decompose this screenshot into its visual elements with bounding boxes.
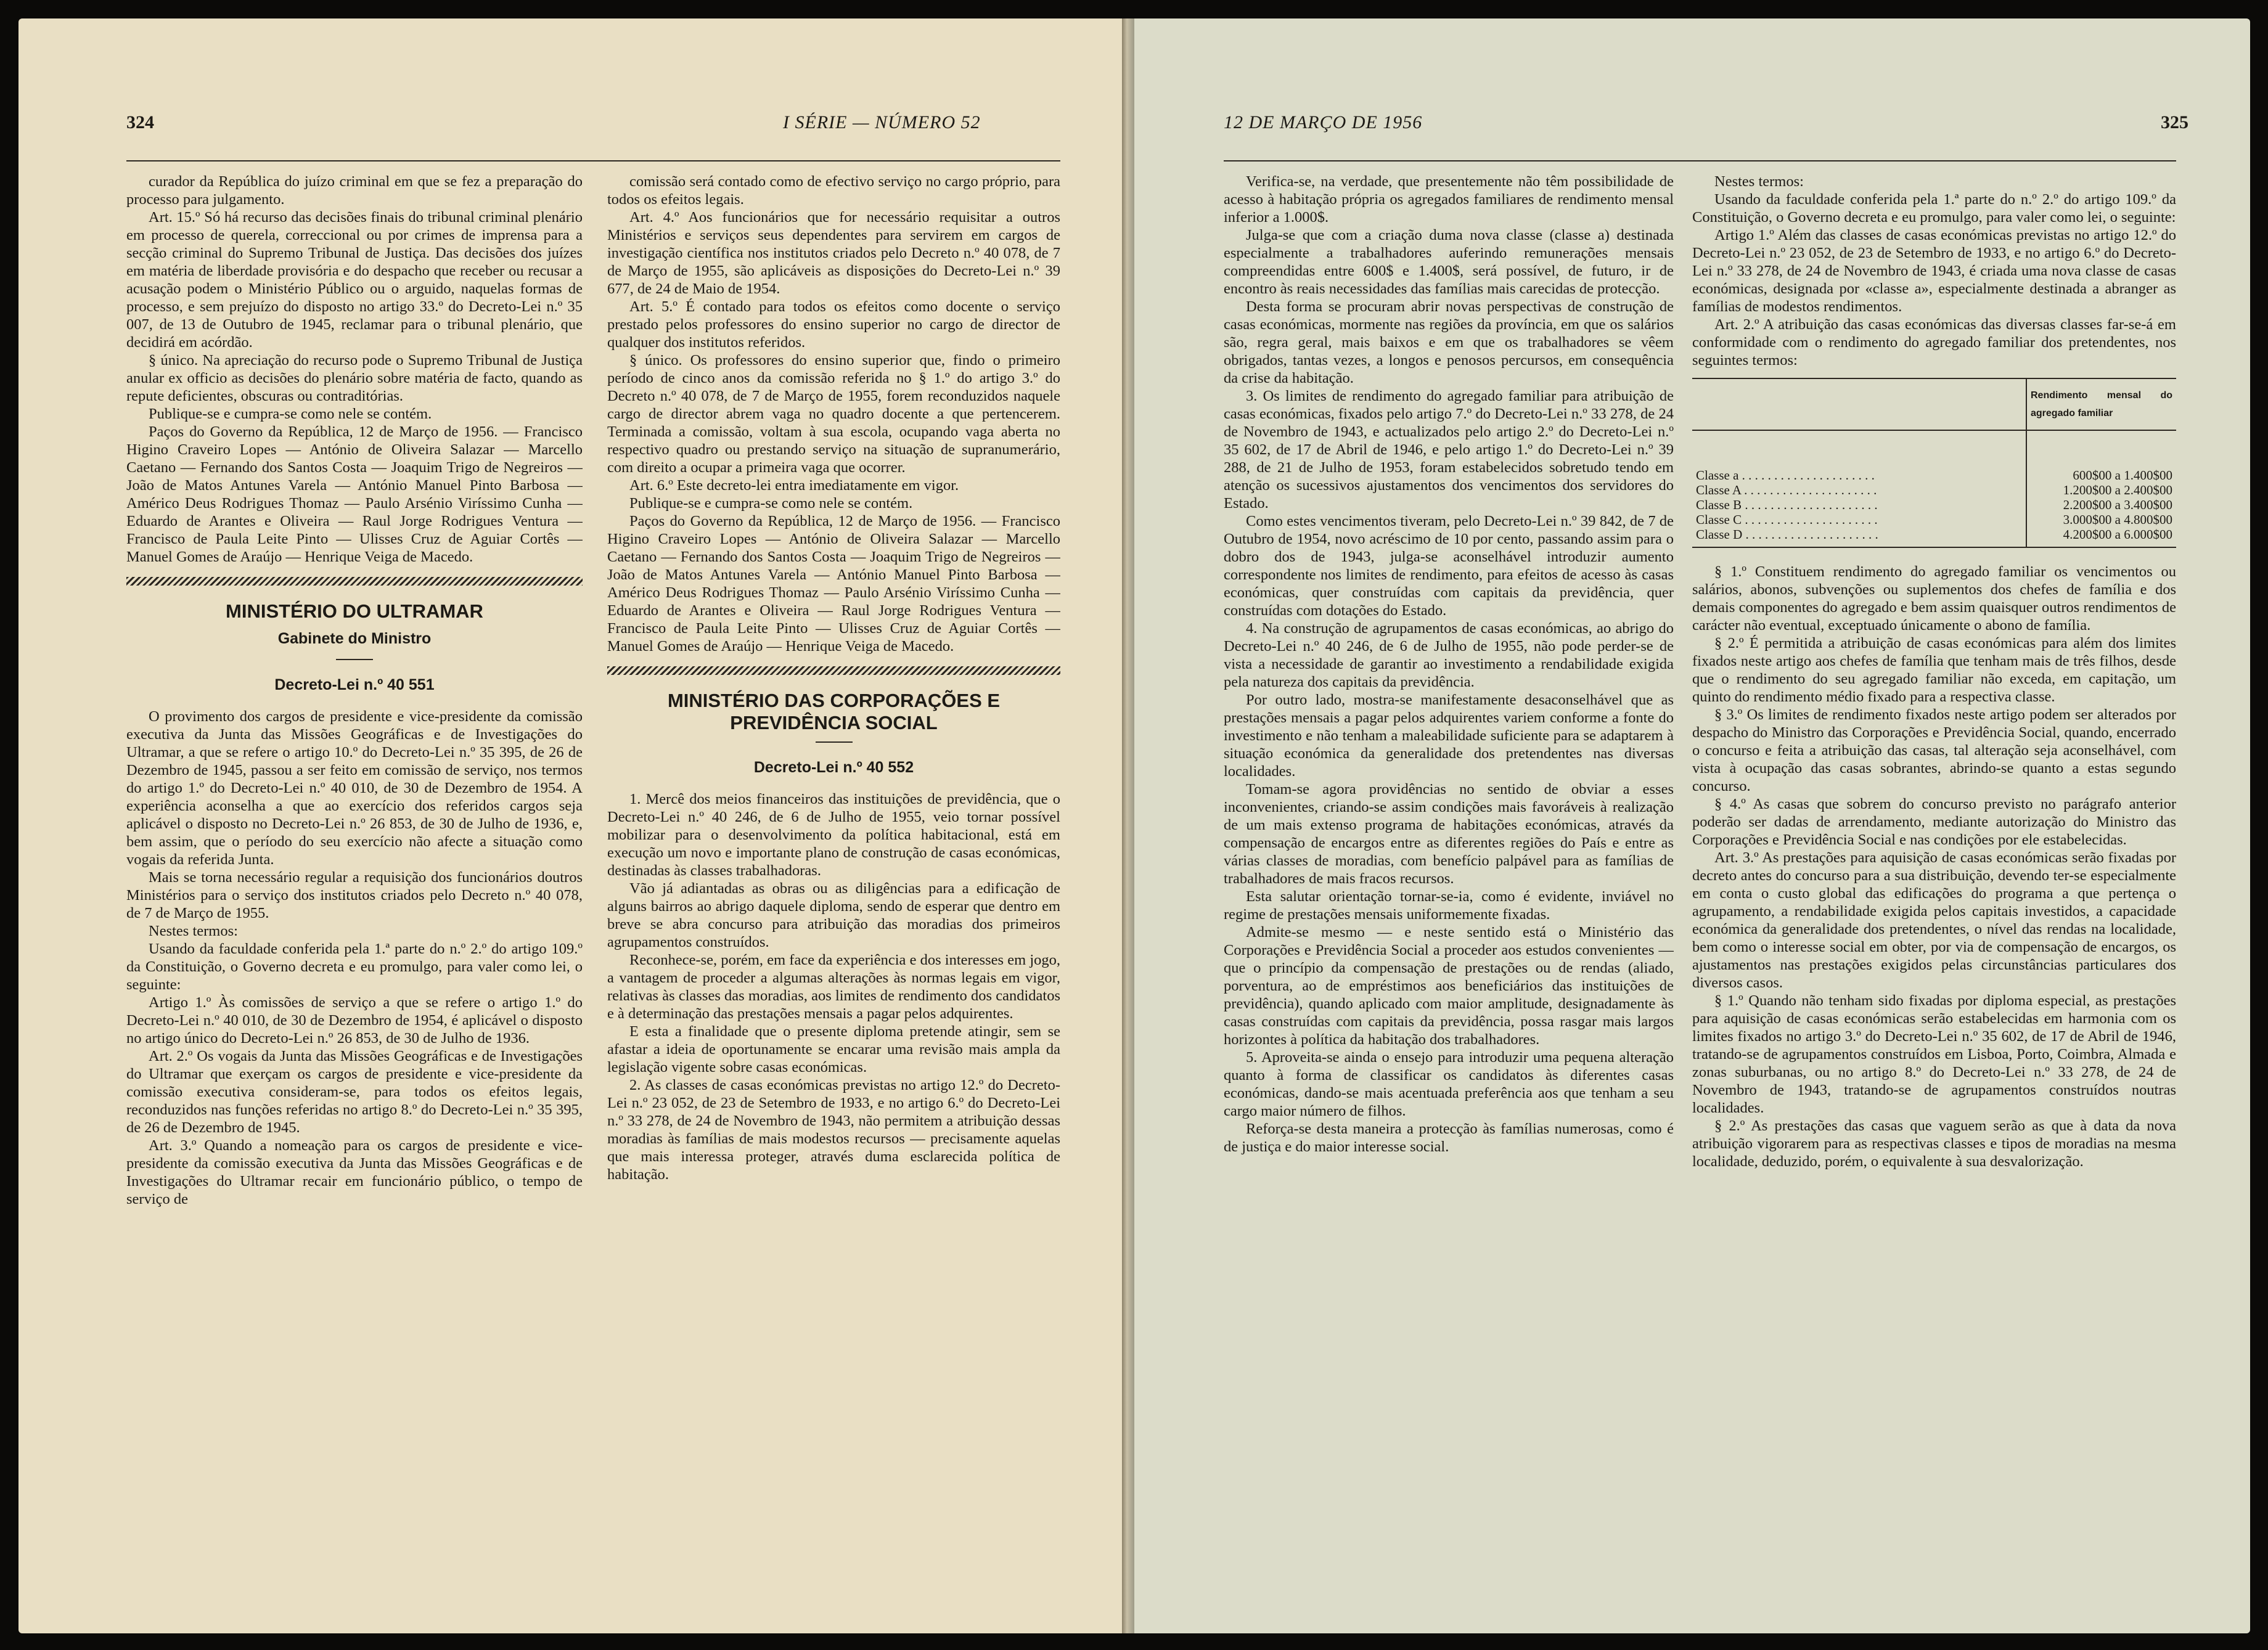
ministry-heading: MINISTÉRIO DO ULTRAMAR	[226, 600, 483, 622]
header-rule-left	[126, 160, 1060, 161]
col-1-text	[1224, 173, 1674, 1156]
paragraph: Art. 6.º Este decreto-lei entra imediatamente em vigor.	[629, 477, 959, 494]
cabinet-subheading: Gabinete do Ministro	[277, 630, 432, 647]
paragraph: Nestes termos:	[149, 923, 238, 939]
paragraph: Desta forma se procuram abrir novas perspectivas de construção de casas económicas, mormente nas regiões da província, em que os salários são, regra geral, mais baixos e em que os trabalhadores se vêem obrigados, tantas vezes, a longos e penosos percursos, em consequência da crise da habitação.	[1224, 298, 1674, 386]
paragraph: Por outro lado, mostra-se manifestamente desaconselhável que as prestações mensais a pagar pelos adquirentes variem conforme a fonte do investimento e não tenham a maleabilidade suficiente para se adaptarem à situação económica da generalidade dos pretendentes nas diversas localidades.	[1224, 692, 1674, 780]
paragraph: § 4.º As casas que sobrem do concurso previsto no parágrafo anterior poderão ser dadas de arrendamento, mediante autorização do Ministro das Corporações e Previdência Social e nas condições por ele estabelecidas.	[1692, 796, 2176, 848]
class-label: Classe A . . . . . . . . . . . . . . . . . . . . .	[1696, 483, 1877, 497]
right-column-1	[1224, 173, 1674, 1609]
paragraph: Usando da faculdade conferida pela 1.ª parte do n.º 2.º do artigo 109.º da Constituição, o Governo decreta e eu promulgo, para valer como lei, o seguinte:	[1692, 191, 2176, 226]
running-head-left: I SÉRIE — NÚMERO 52	[783, 112, 981, 133]
paragraph: Publique-se e cumpra-se como nele se contém.	[629, 495, 913, 512]
paragraph: Reconhece-se, porém, em face da experiência e dos interesses em jogo, a vantagem de proceder a algumas alterações às normas legais em vigor, relativas às classes das moradias, aos limites de rendimento dos candidatos e à determinação das prestações mensais a pagar pelos adquirentes.	[607, 952, 1060, 1022]
paragraph: § 1.º Quando não tenham sido fixadas por diploma especial, as prestações para aquisição de casas económicas serão estabelecidas em harmonia com os limites fixados no artigo 3.º do Decreto-Lei n.º 35 602, de 17 de Abril de 1946, tratando-se de agrupamentos construídos em Lisboa, Porto, Coimbra, Almada e zonas suburbanas, ou no artigo 8.º do Decreto-Lei n.º 33 278, de 24 de Novembro de 1943, tratando-se de agrupamentos construídos noutras localidades.	[1692, 992, 2176, 1116]
table-row	[1692, 483, 2176, 497]
binding-spine	[1122, 18, 1134, 1633]
paragraph: Tomam-se agora providências no sentido de obviar a esses inconvenientes, criando-se assim condições mais favoráveis à realização de um mais extenso programa de habitações económicas, através da compensação de encargos entre as diferentes regiões do País e entre as várias classes de moradias, com benefício palpável para as famílias de trabalhadores de mais fracos recursos.	[1224, 781, 1674, 887]
paragraph: Admite-se mesmo — e neste sentido está o Ministério das Corporações e Previdência Social a proceder aos estudos convenientes — que o princípio da compensação de prestações ou de rendas (aliado, porventura, ao de empréstimos aos beneficiários das instituições de previdência), quando aplicado com maior amplitude, designadamente às casas construídas com capitais da previdência, possa rasgar mais largos horizontes à política da habitação dos trabalhadores.	[1224, 924, 1674, 1048]
paragraph: Esta salutar orientação tornar-se-ia, como é evidente, inviável no regime de prestações mensais uniformemente fixadas.	[1224, 888, 1674, 923]
page-number-left: 324	[126, 112, 154, 133]
paragraph: Como estes vencimentos tiveram, pelo Decreto-Lei n.º 39 842, de 7 de Outubro de 1954, novo acréscimo de 10 por cento, passando assim para o dobro dos de 1943, julga-se aconselhável introduzir aumento correspondente nos limites de rendimento, para efeitos de acesso às casas económicas, quer construídas com capitais da previdência, quer construídas com dotações do Estado.	[1224, 513, 1674, 619]
paragraph: Art. 4.º Aos funcionários que for necessário requisitar a outros Ministérios e serviços seus dependentes para servirem em cargos de investigação científica nos institutos criados pelo Decreto n.º 40 078, de 7 de Março de 1955, são aplicáveis as disposições do Decreto-Lei n.º 39 677, de 24 de Maio de 1954.	[607, 209, 1060, 297]
paragraph: Mais se torna necessário regular a requisição dos funcionários doutros Ministérios para o serviço dos institutos criados pelo Decreto n.º 40 078, de 7 de Março de 1955.	[126, 869, 583, 921]
paragraph: Artigo 1.º Além das classes de casas económicas previstas no artigo 12.º do Decreto-Lei n.º 23 052, de 23 de Setembro de 1933, e no artigo 6.º do Decreto-Lei n.º 33 278, de 24 de Novembro de 1943, é criada uma nova classe de casas económicas, designada por «classe a», especialmente destinada a abranger as famílias de modestos rendimentos.	[1692, 227, 2176, 315]
paragraph: 3. Os limites de rendimento do agregado familiar para atribuição de casas económicas, fixados pelo artigo 7.º do Decreto-Lei n.º 33 278, de 24 de Novembro de 1943, e actualizados pelo artigo 2.º do Decreto-Lei n.º 35 602, de 17 de Abril de 1946, e pelo artigo 1.º do Decreto-Lei n.º 39 288, de 21 de Julho de 1953, foram estabelecidos sobretudo tendo em atenção os sucessivos ajustamentos dos vencimentos dos servidores do Estado.	[1224, 388, 1674, 512]
paragraph: § 1.º Constituem rendimento do agregado familiar os vencimentos ou salários, abonos, subvenções ou suplementos dos chefes de família e dos demais componentes do agregado e bem assim quaisquer outros rendimentos de carácter não eventual, exceptuado únicamente o abono de família.	[1692, 563, 2176, 634]
income-table	[1692, 378, 2176, 548]
paragraph: 1. Mercê dos meios financeiros das instituições de previdência, que o Decreto-Lei n.º 40 246, de 6 de Julho de 1955, veio tornar possível mobilizar para o desenvolvimento da política habitacional, está em execução um novo e importante plano de construção de casas económicas, destinadas às classes trabalhadoras.	[607, 791, 1060, 879]
running-head-right: 12 DE MARÇO DE 1956	[1224, 112, 1423, 133]
income-range: 600$00 a 1.400$00	[2026, 430, 2176, 483]
paragraph: § 3.º Os limites de rendimento fixados neste artigo podem ser alterados por despacho do Ministro das Corporações e Previdência Social, quando, encerrado o concurso e feita a atribuição das casas, tal alteração seja aconselhável, com vista à ocupação das casas sobrantes, abrindo-se quanto a estas segundo concurso.	[1692, 706, 2176, 794]
page-number-right: 325	[2161, 112, 2188, 133]
income-table-header: Rendimento mensal do agregado familiar	[2026, 378, 2176, 430]
class-label: Classe C . . . . . . . . . . . . . . . . . . . . .	[1696, 512, 1878, 527]
left-column-2	[607, 173, 1060, 1609]
paragraph: Art. 2.º Os vogais da Junta das Missões Geográficas e de Investigações do Ultramar que exerçam os cargos de presidente e vice-presidente da comissão executiva consideram-se, para todos os efeitos legais, reconduzidos nas funções referidas no artigo 8.º do Decreto-Lei n.º 35 395, de 26 de Dezembro de 1945.	[126, 1048, 583, 1136]
decree-heading: Decreto-Lei n.º 40 552	[753, 759, 914, 776]
paragraph: Vão já adiantadas as obras ou as diligências para a edificação de alguns bairros ao abrigo daquele diploma, sendo de esperar que dentro em breve se abra concurso para atribuição das moradias dos primeiros agrupamentos construídos.	[607, 880, 1060, 950]
right-page	[1134, 18, 2250, 1633]
paragraph: E esta a finalidade que o presente diploma pretende atingir, sem se afastar a ideia de oportunamente se encarar uma revisão mais ampla da legislação vigente sobre casas económicas.	[607, 1023, 1060, 1076]
paragraph: Julga-se que com a criação duma nova classe (classe a) destinada especialmente a trabalhadores auferindo remunerações mensais compreendidas entre 600$ e 1.400$, será possível, de futuro, ir de encontro às reais necessidades das famílias mais carecidas de protecção.	[1224, 227, 1674, 297]
paragraph: Paços do Governo da República, 12 de Março de 1956. — Francisco Higino Craveiro Lopes — António de Oliveira Salazar — Marcello Caetano — Fernando dos Santos Costa — Joaquim Trigo de Negreiros — João de Matos Antunes Varela — António Manuel Pinto Barbosa — Américo Deus Rodrigues Thomaz — Paulo Arsénio Viríssimo Cunha — Eduardo de Arantes e Oliveira — Raul Jorge Rodrigues Ventura — Francisco de Paula Leite Pinto — Ulisses Cruz de Aguiar Cortês — Manuel Gomes de Araújo — Henrique Veiga de Macedo.	[607, 513, 1060, 655]
col-2-text-a	[607, 173, 1060, 655]
paragraph: Art. 3.º As prestações para aquisição de casas económicas serão fixadas por decreto antes do concurso para a sua distribuição, devendo ter-se especialmente em conta o custo global das edificações do programa a que pertença o agrupamento, a rendabilidade exigida pelos capitais investidos, a capacidade económica da generalidade dos pretendentes, o nível das rendas na localidade, bem como o interesse social em obter, por via de compensação de encargos, os ajustamentos nas prestações exigidos pelas circunstâncias particulares dos diversos casos.	[1692, 849, 2176, 991]
table-row	[1692, 512, 2176, 527]
paragraph: curador da República do juízo criminal em que se fez a preparação do processo para julgamento.	[126, 173, 583, 208]
table-row	[1692, 527, 2176, 547]
paragraph: Art. 3.º Quando a nomeação para os cargos de presidente e vice-presidente da comissão executiva da Junta das Missões Geográficas e de Investigações do Ultramar recair em funcionário público, o tempo de serviço de	[126, 1137, 583, 1207]
paragraph: § único. Os professores do ensino superior que, findo o primeiro período de cinco anos da comissão referida no § 1.º do artigo 3.º do Decreto n.º 40 078, de 7 de Março de 1955, forem reconduzidos naquele cargo de director abrem vaga no quadro docente a que pertencerem. Terminada a comissão, voltam à sua escola, ocupando vaga aberta no respectivo quadro ou prestando serviço na situação de supranumerário, com direito a ocupar a primeira vaga que ocorrer.	[607, 352, 1060, 476]
left-page	[18, 18, 1122, 1633]
col-1-text-b	[126, 708, 583, 1208]
paragraph: Paços do Governo da República, 12 de Março de 1956. — Francisco Higino Craveiro Lopes — António de Oliveira Salazar — Marcello Caetano — Fernando dos Santos Costa — Joaquim Trigo de Negreiros — João de Matos Antunes Varela — António Manuel Pinto Barbosa — Américo Deus Rodrigues Thomaz — Paulo Arsénio Viríssimo Cunha — Eduardo de Arantes e Oliveira — Raul Jorge Rodrigues Ventura — Francisco de Paula Leite Pinto — Ulisses Cruz de Aguiar Cortês — Manuel Gomes de Araújo — Henrique Veiga de Macedo.	[126, 423, 583, 565]
paragraph: Nestes termos:	[1714, 173, 1804, 190]
class-label: Classe a . . . . . . . . . . . . . . . . . . . . .	[1696, 468, 1875, 483]
paragraph: 4. Na construção de agrupamentos de casas económicas, ao abrigo do Decreto-Lei n.º 40 246, de 6 de Julho de 1955, não pode perder-se de vista a necessidade de garantir ao investimento a rendabilidade exigida pela natureza dos capitais da previdência.	[1224, 620, 1674, 690]
income-range: 3.000$00 a 4.800$00	[2026, 512, 2176, 527]
short-rule	[336, 659, 373, 660]
paragraph: Artigo 1.º Às comissões de serviço a que se refere o artigo 1.º do Decreto-Lei n.º 40 010, de 30 de Dezembro de 1954, é aplicável o disposto no artigo único do Decreto-Lei n.º 26 853, de 30 de Julho de 1936.	[126, 994, 583, 1047]
paragraph: Art. 2.º A atribuição das casas económicas das diversas classes far-se-á em conformidade com o rendimento do agregado familiar dos pretendentes, nos seguintes termos:	[1692, 316, 2176, 369]
table-row	[1692, 497, 2176, 512]
paragraph: comissão será contado como de efectivo serviço no cargo próprio, para todos os efeitos legais.	[607, 173, 1060, 208]
col-2-text-b	[1692, 563, 2176, 1170]
right-column-2	[1692, 173, 2176, 1609]
short-rule	[816, 741, 853, 743]
ministry-heading: MINISTÉRIO DAS CORPORAÇÕES E PREVIDÊNCIA SOCIAL	[667, 690, 1001, 733]
paragraph: Verifica-se, na verdade, que presentemente não têm possibilidade de acesso à habitação própria os agregados familiares de rendimento mensal inferior a 1.000$.	[1224, 173, 1674, 226]
income-range: 1.200$00 a 2.400$00	[2026, 483, 2176, 497]
paragraph: § 2.º As prestações das casas que vaguem serão as que à data da nova atribuição vigorarem para as respectivas classes e tipos de moradias na mesma localidade, deduzido, porém, o equivalente à sua desvalorização.	[1692, 1117, 2176, 1170]
paragraph: O provimento dos cargos de presidente e vice-presidente da comissão executiva da Junta das Missões Geográficas e de Investigações do Ultramar, a que se refere o artigo 10.º do Decreto-Lei n.º 35 395, de 26 de Dezembro de 1945, passou a ser feito em comissão de serviço, nos termos do artigo 1.º do Decreto-Lei n.º 40 010, de 30 de Dezembro de 1954. A experiência aconselha a que ao exercício dos referidos cargos seja aplicável o disposto no Decreto-Lei n.º 26 853, de 30 de Julho de 1936, e, bem assim, que o período do seu exercício não afecte a situação como vogais da referida Junta.	[126, 708, 583, 868]
paragraph: 5. Aproveita-se ainda o ensejo para introduzir uma pequena alteração quanto à forma de classificar os candidatos às diferentes casas económicas, dando-se mais acentuada preferência aos que tenham a seu cargo maior número de filhos.	[1224, 1049, 1674, 1119]
paragraph: 2. As classes de casas económicas previstas no artigo 12.º do Decreto-Lei n.º 23 052, de 23 de Setembro de 1933, e no artigo 6.º do Decreto-Lei n.º 33 278, de 24 de Novembro de 1943, não permitem a atribuição dessas moradias às famílias de mais modestos recursos — precisamente aquelas que mais interessa proteger, através duma esclarecida política de habitação.	[607, 1077, 1060, 1183]
paragraph: Art. 15.º Só há recurso das decisões finais do tribunal criminal plenário em processo de querela, correccional ou por crimes de imprensa para a secção criminal do Supremo Tribunal de Justiça. Das decisões dos juízes em matéria de liberdade provisória e do despacho que receber ou recusar a acusação podem o Ministério Público ou o arguido, naquelas formas de processo, e sem prejuízo do disposto no artigo 33.º do Decreto-Lei n.º 35 007, de 13 de Outubro de 1945, reclamar para o tribunal plenário, que decidirá em acórdão.	[126, 209, 583, 351]
paragraph: Usando da faculdade conferida pela 1.ª parte do n.º 2.º do artigo 109.º da Constituição, o Governo decreta e eu promulgo, para valer como lei, o seguinte:	[126, 941, 583, 993]
income-range: 2.200$00 a 3.400$00	[2026, 497, 2176, 512]
class-label: Classe B . . . . . . . . . . . . . . . . . . . . .	[1696, 497, 1878, 512]
ornamental-divider	[607, 666, 1060, 675]
ornamental-divider	[126, 577, 583, 586]
paragraph: Publique-se e cumpra-se como nele se contém.	[149, 406, 432, 422]
decree-heading: Decreto-Lei n.º 40 551	[274, 676, 435, 693]
col-2-text-a	[1692, 173, 2176, 369]
col-2-text-b	[607, 790, 1060, 1183]
class-label: Classe D . . . . . . . . . . . . . . . . . . . . .	[1692, 527, 2026, 547]
paragraph: Reforça-se desta maneira a protecção às famílias numerosas, como é de justiça e do maior interesse social.	[1224, 1121, 1674, 1155]
left-column-1	[126, 173, 583, 1609]
income-range: 4.200$00 a 6.000$00	[2026, 527, 2176, 547]
table-row	[1692, 430, 2176, 483]
col-1-text-a	[126, 173, 583, 566]
header-rule-right	[1224, 160, 2176, 161]
paragraph: Art. 5.º É contado para todos os efeitos como docente o serviço prestado pelos professores do ensino superior no cargo de director de qualquer dos institutos referidos.	[607, 298, 1060, 351]
paragraph: § 2.º É permitida a atribuição de casas económicas para além dos limites fixados neste artigo aos chefes de família que tenham mais de três filhos, desde que o rendimento do seu agregado familiar não exceda, em capitação, um quinto do rendimento médio fixado para a respectiva classe.	[1692, 635, 2176, 705]
paragraph: § único. Na apreciação do recurso pode o Supremo Tribunal de Justiça anular ex officio as decisões do plenário sobre matéria de facto, quando as repute deficientes, obscuras ou contraditórias.	[126, 352, 583, 404]
